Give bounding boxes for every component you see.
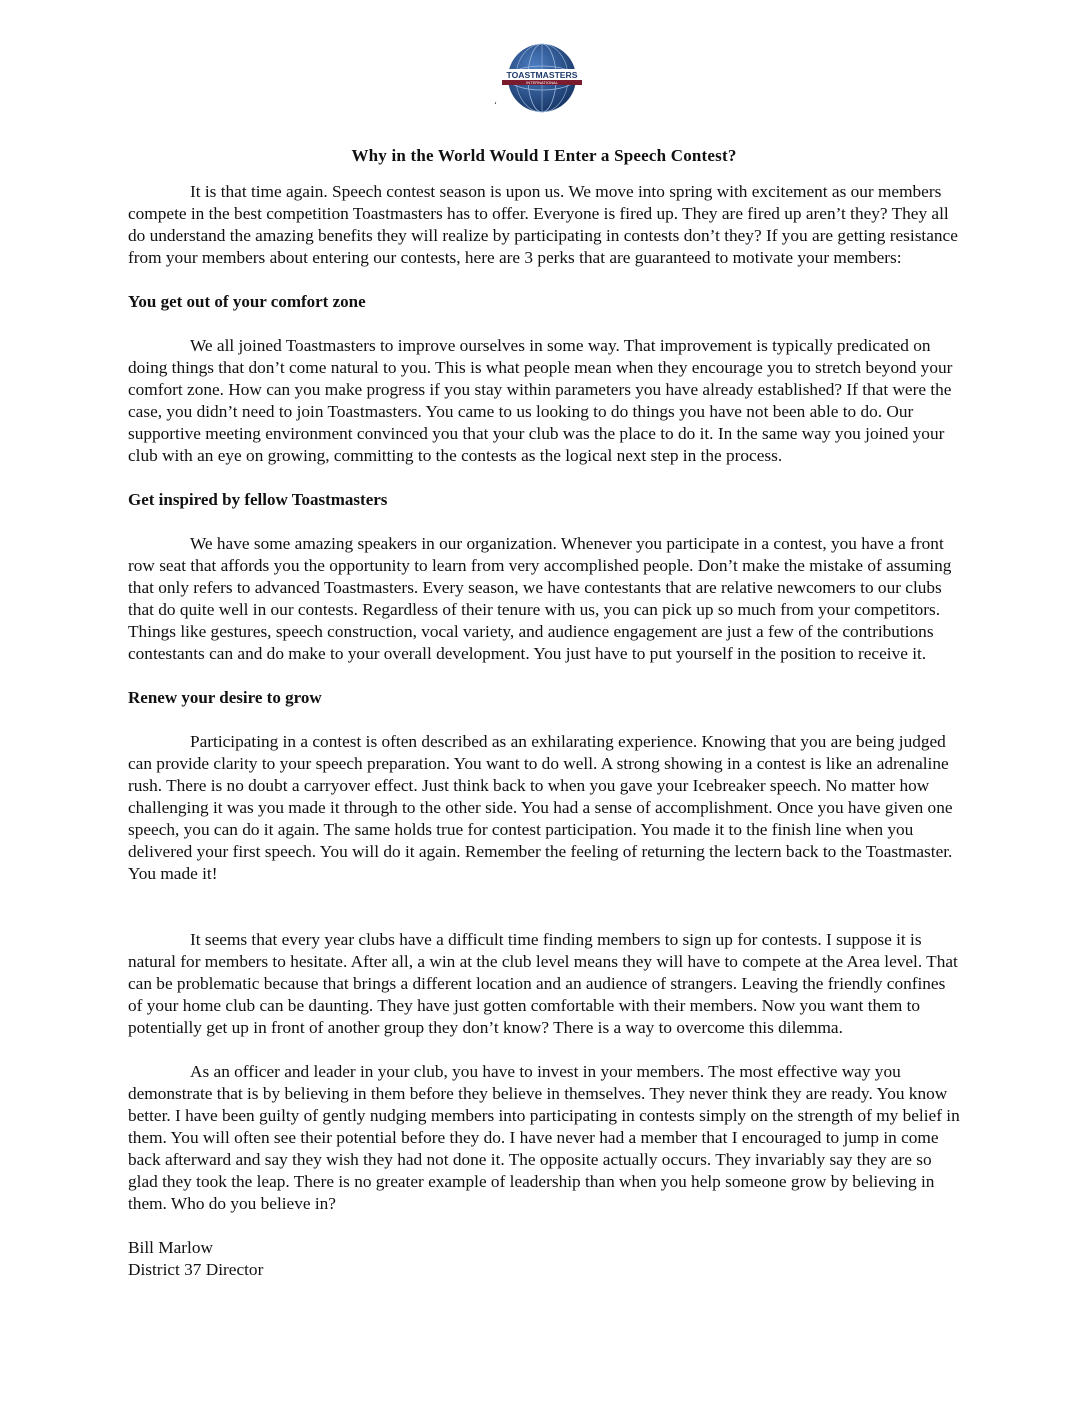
section-heading-get-inspired: Get inspired by fellow Toastmasters	[128, 490, 388, 509]
logo-text-bottom: INTERNATIONAL	[526, 80, 558, 85]
blank-line	[128, 907, 962, 929]
signature-name: Bill Marlow	[128, 1238, 213, 1257]
section-body-comfort-zone: We all joined Toastmasters to improve ourselves in some way. That improvement is typically predicated on doing things that don’t come natural to you. This is what people mean when they encourage you to stretch beyond your comfort zone. How can you make progress if you stay within parameters you have already established? If that were the case, you didn’t need to join Toastmasters. You came to us looking to do things you have not been able to do. Our supportive meeting environment convinced you that your club was the place to do it. In the same way you joined your club with an eye on growing, committing to the contests as the logical next step in the process.	[128, 336, 953, 465]
section-body-renew-desire: Participating in a contest is often described as an exhilarating experience. Knowing that you are being judged can provide clarity to your speech preparation. You want to do well. A strong showing in a contest is like an adrenaline rush. There is no doubt a carryover effect. Just think back to when you gave your Icebreaker speech. No matter how challenging it was you made it through to the other side. You had a sense of accomplishment. Once you have given one speech, you can do it again. The same holds true for contest participation. You made it to the finish line when you delivered your first speech. You will do it again. Remember the feeling of returning the lectern back to the Toastmaster. You made it!	[128, 732, 953, 883]
logo-mark: ‘	[494, 100, 497, 110]
closing-paragraph: It seems that every year clubs have a difficult time finding members to sign up for contests. I suppose it is natural for members to hesitate. After all, a win at the club level means they will have to compete at the Area level. That can be problematic because that brings a different location and an audience of strangers. Leaving the friendly confines of your home club can be daunting. They have just gotten comfortable with their members. Now you want them to potentially get up in front of another group they don’t know? There is a way to overcome this dilemma.	[128, 930, 958, 1037]
intro-paragraph: It is that time again. Speech contest season is upon us. We move into spring with excitement as our members compete in the best competition Toastmasters has to offer. Everyone is fired up. They are fired up aren’t they? They all do understand the amazing benefits they will realize by participating in contests don’t they? If you are getting resistance from your members about entering our contests, here are 3 perks that are guaranteed to motivate your members:	[128, 182, 958, 267]
section-heading-renew-desire: Renew your desire to grow	[128, 688, 322, 707]
toastmasters-logo	[496, 40, 586, 120]
closing-paragraph: As an officer and leader in your club, you have to invest in your members. The most effective way you demonstrate that is by believing in them before they believe in themselves. They never think they are ready. You know better. I have been guilty of gently nudging members into participating in contests simply on the strength of my belief in them. You will often see their potential before they do. I have never had a member that I encouraged to jump in come back afterward and say they wish they had not done it. The opposite actually occurs. They invariably say they are so glad they took the leap. There is no greater example of leadership than when you help someone grow by believing in them. Who do you believe in?	[128, 1062, 960, 1213]
section-heading-comfort-zone: You get out of your comfort zone	[128, 292, 366, 311]
document-body	[128, 181, 962, 1281]
signature-role: District 37 Director	[128, 1260, 264, 1279]
section-body-get-inspired: We have some amazing speakers in our organization. Whenever you participate in a contest, you have a front row seat that affords you the opportunity to learn from very accomplished people. Don’t make the mistake of assuming that only refers to advanced Toastmasters. Every season, we have contestants that are relative newcomers to our clubs that do quite well in our contests. Regardless of their tenure with us, you can pick up so much from your competitors. Things like gestures, speech construction, vocal variety, and audience engagement are just a few of the contributions contestants can and do make to your overall development. You just have to put yourself in the position to receive it.	[128, 534, 952, 663]
globe-logo-icon	[496, 40, 586, 120]
logo-text-top: TOASTMASTERS	[506, 70, 578, 80]
document-title: Why in the World Would I Enter a Speech Contest?	[351, 146, 737, 165]
